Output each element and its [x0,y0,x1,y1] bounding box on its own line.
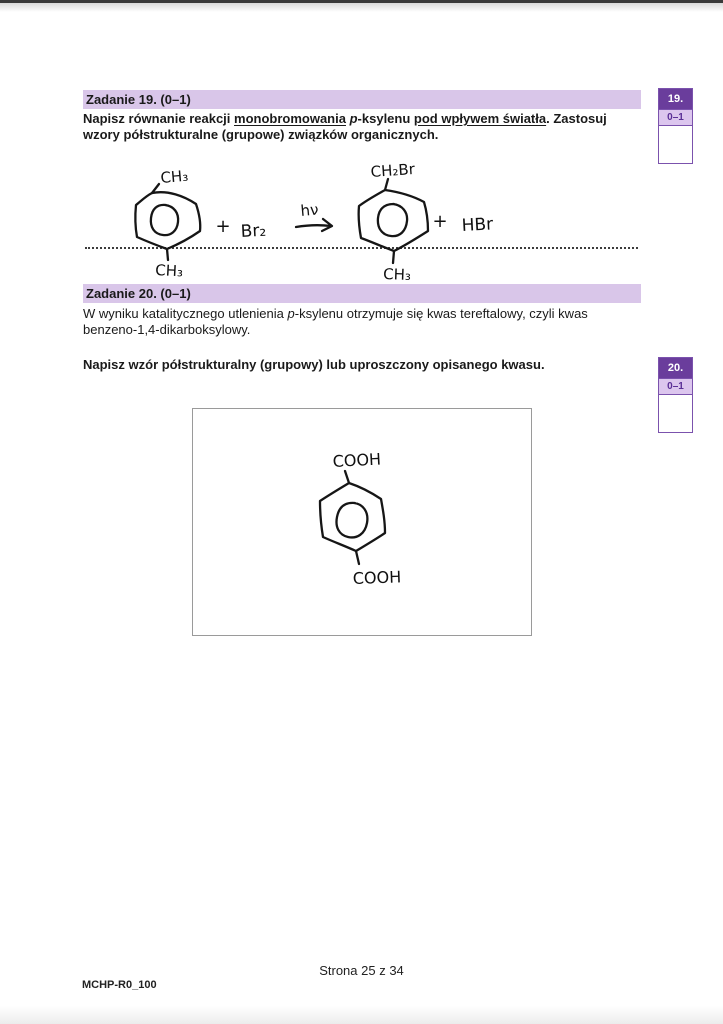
acid-top-bond [345,471,349,483]
task19-header [83,90,641,109]
right-molecule-bottom-label: CH₃ [382,265,412,284]
exam-code-label: MCHP-R0_100 [82,979,157,991]
left-ring-inner-circle [151,205,178,235]
task19-score-box [658,88,693,164]
plus-sign-2: + [432,211,448,232]
reagent-label: Br₂ [240,220,267,242]
task20-instruction: Napisz wzór półstrukturalny (grupowy) lub uproszczony opisanego kwasu. [83,357,545,372]
task20-score-box [658,357,693,433]
handwritten-reaction-drawing [83,160,640,292]
task19-score-points: 0–1 [659,109,692,126]
task19-body-underline-2: pod wpływem światła [413,111,547,126]
page-number-label: Strona 25 z 34 [319,963,404,978]
task20-score-number: 20. [659,358,692,378]
task19-body [83,111,631,143]
acid-benzene-ring [320,483,385,551]
task20-answer-box [192,408,532,636]
task20-body [83,306,631,338]
right-ring-inner-circle [378,204,407,236]
condition-label: hν [299,200,320,220]
right-benzene-ring [359,190,428,251]
left-molecule-bottom-label: CH₃ [154,261,184,281]
task19-body-t4: . Zastosuj wzory półstrukturalne (grupowe) związków organicznych. [83,111,607,142]
task20-body-t1: W wyniku katalitycznego utlenienia [83,306,288,321]
task19-header-label: Zadanie 19. (0–1) [86,92,191,107]
left-benzene-ring [135,192,200,249]
task19-score-number: 19. [659,89,692,109]
page-top-fade [0,3,723,12]
left-molecule-top-label: CH₃ [159,166,190,187]
task20-header [83,284,641,303]
task20-header-label: Zadanie 20. (0–1) [86,286,191,301]
plus-sign-1: + [215,216,231,237]
acid-top-label: COOH [332,449,382,471]
page-bottom-fade [0,1006,723,1024]
task20-body-t2: -ksylenu otrzymuje się kwas tereftalowy, czyli kwas benzeno-1,4-dikarboksylowy. [83,306,588,337]
task20-score-empty-cell [659,395,692,432]
task20-body-italic-p: p [287,306,295,321]
task19-body-italic-p: p [349,111,358,126]
left-bottom-bond [167,249,168,260]
reaction-arrow [296,219,332,231]
right-top-bond [385,179,388,190]
task19-body-t1: Napisz równanie reakcji [83,111,235,126]
right-molecule-top-label: CH₂Br [370,160,416,181]
task19-body-t3: -ksylenu [357,111,414,126]
task19-score-empty-cell [659,126,692,163]
task19-body-underline-1: monobromowania [234,111,346,126]
acid-ring-inner-circle [336,503,367,538]
acid-bottom-label: COOH [352,567,402,588]
byproduct-label: HBr [461,214,494,236]
right-bottom-bond [393,251,394,263]
task20-score-points: 0–1 [659,378,692,395]
handwritten-acid-drawing [193,409,531,635]
acid-bottom-bond [356,551,359,564]
